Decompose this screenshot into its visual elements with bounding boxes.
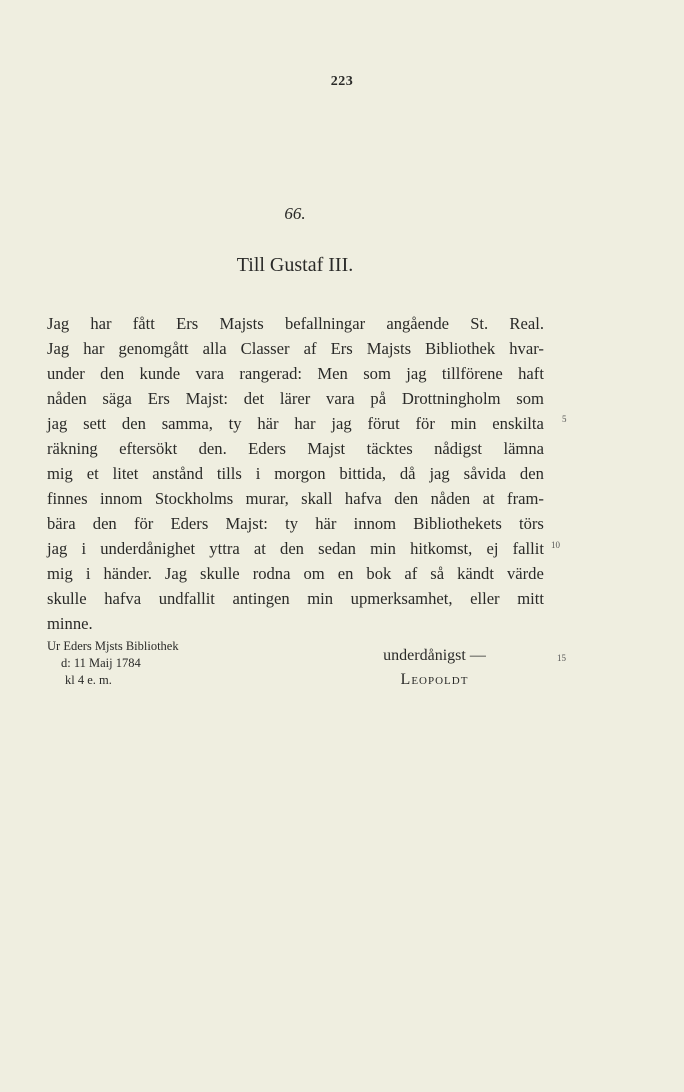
closing-place: Ur Eders Mjsts Bibliothek xyxy=(47,639,179,653)
body-line: nåden säga Ers Majst: det lärer vara på Drottningholm som xyxy=(47,389,544,408)
body-line: skulle hafva undfallit antingen min upmerksamhet, eller mitt xyxy=(47,589,544,608)
body-line: mig et litet anstånd tills i morgon bittida, då jag såvida den xyxy=(47,464,544,483)
closing-date: d: 11 Maij 1784 xyxy=(61,656,141,670)
line-marker: 15 xyxy=(557,653,566,663)
line-marker: 10 xyxy=(551,540,560,550)
signature-name: Leopoldt xyxy=(400,671,469,688)
body-line: räkning eftersökt den. Eders Majst täcktes nådigst lämna xyxy=(47,439,544,458)
page-number: 223 xyxy=(330,74,354,89)
body-line: jag i underdånighet yttra at den sedan min hitkomst, ej fallit xyxy=(47,539,544,558)
body-line: Jag har fått Ers Majsts befallningar angående St. Real. xyxy=(47,314,544,333)
letter-title: Till Gustaf III. xyxy=(236,254,354,276)
body-line: minne. xyxy=(47,614,93,633)
body-line: finnes innom Stockholms murar, skall hafva den nåden at fram- xyxy=(47,489,544,508)
body-line: under den kunde vara rangerad: Men som jag tillförene haft xyxy=(47,364,544,383)
closing-place-date xyxy=(47,638,179,689)
closing-formula: underdånigst — xyxy=(383,647,486,664)
letter-number: 66. xyxy=(284,204,306,223)
body-line: bära den för Eders Majst: ty här innom Bibliothekets törs xyxy=(47,514,544,533)
line-marker: 5 xyxy=(562,414,567,424)
body-line: jag sett den samma, ty här har jag förut för min enskilta xyxy=(47,414,544,433)
letter-body xyxy=(47,311,544,636)
body-line: mig i händer. Jag skulle rodna om en bok af så kändt värde xyxy=(47,564,544,583)
closing-time: kl 4 e. m. xyxy=(65,673,112,687)
body-line: Jag har genomgått alla Classer af Ers Majsts Bibliothek hvar- xyxy=(47,339,544,358)
signature-block xyxy=(362,644,507,692)
